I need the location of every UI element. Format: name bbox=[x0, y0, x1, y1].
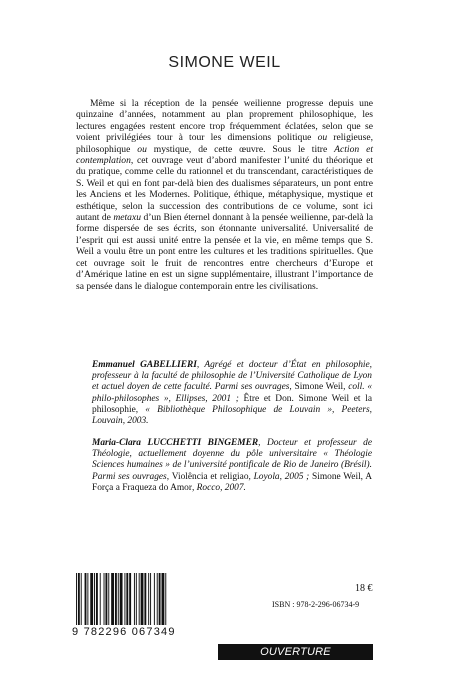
collection-banner: OUVERTURE PHILOSOPHIQUE bbox=[218, 644, 373, 660]
summary-paragraph: Même si la réception de la pensée weilienne progresse depuis une quinzaine d’années, notamment au plan proprement philosophique, les lectures engagées restent encore trop fréquemment éclatées, selon que se voient privilégiées tour à tour les dimensions politique ou religieuse, philosophique ou mystique, de cette œuvre. Sous le titre Action et contemplation, cet ouvrage veut d’abord manifester l’unité du théorique et du pratique, comme celle du rationnel et du transcendant, caractéristiques de S. Weil et qui en font par-delà bien des dualismes séparateurs, un pont entre les Anciens et les Modernes. Politique, éthique, métaphysique, mystique et esthétique, selon la succession des contributions de ce volume, sont ici autant de metaxu d’un Bien éternel donnant à la pensée weilienne, par-delà la forme dispersée de ses écrits, son étonnante universalité. Universalité de l’esprit qui est aussi unité entre la pensée et la vie, en même temps que S. Weil a voulu être un pont entre les cultures et les traditions spirituelles. Que cet ouvrage soit le fruit de rencontres entre chercheurs d’Europe et d’Amérique latine en est un signe supplémentaire, illustrant l’importance de sa pensée dans le dialogue contemporain entre les civilisations. bbox=[76, 98, 374, 292]
author-bio-bingemer: Maria-Clara LUCCHETTI BINGEMER, Docteur et professeur de Théologie, actuellement doyenne du pôle universitaire « Théologie Sciences humaines » de l’université pontificale de Rio de Janeiro (Brésil). Parmi ses ouvrages, Violência et religiao, Loyola, 2005 ; Simone Weil, A Força a Fraqueza do Amor, Rocco, 2007. bbox=[92, 438, 373, 493]
book-title: SIMONE WEIL bbox=[168, 54, 281, 71]
barcode-bars bbox=[72, 573, 200, 627]
price: 18 € bbox=[355, 583, 373, 594]
barcode bbox=[72, 573, 200, 630]
author-name: Maria-Clara LUCCHETTI BINGEMER bbox=[92, 438, 259, 448]
author-name: Emmanuel GABELLIERI bbox=[92, 360, 197, 370]
author-bio-gabellieri: Emmanuel GABELLIERI, Agrégé et docteur d’État en philosophie, professeur à la faculté de philosophie de l’Université Catholique de Lyon et actuel doyen de cette faculté. Parmi ses ouvrages, Simone Weil, coll. « philo-philosophes », Ellipses, 2001 ; Être et Don. Simone Weil et la philosophie, « Bibliothèque Philosophique de Louvain », Peeters, Louvain, 2003. bbox=[92, 360, 373, 427]
barcode-number: 9 782296 067349 bbox=[72, 626, 176, 638]
isbn: ISBN : 978-2-296-06734-9 bbox=[272, 600, 360, 609]
